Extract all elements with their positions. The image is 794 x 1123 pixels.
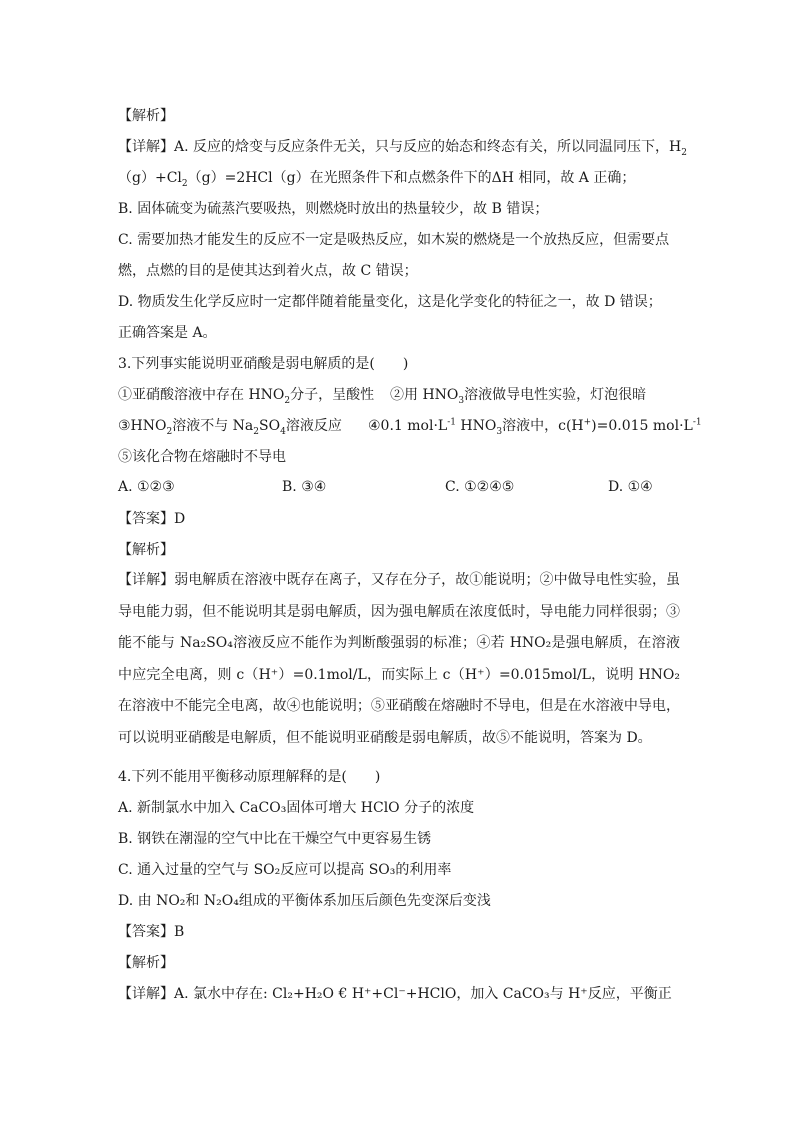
q3-stem: 3.下列事实能说明亚硝酸是弱电解质的是( ) [118, 356, 409, 372]
q2-detail-a-line1: 【详解】A. 反应的焓变与反应条件无关，只与反应的始态和终态有关，所以同温同压下，$H_2$ [118, 139, 687, 158]
q4-detail-explanation: 【详解】A. 氯水中存在: Cl₂+H₂O € H⁺+Cl⁻+HClO，加入 CaCO₃与 H⁺反应，平衡正 [118, 986, 672, 1002]
q2-analysis-label: 【解析】 [118, 108, 174, 124]
q3-statements-3-4 [118, 417, 702, 437]
q3-option-d: D. ①④ [608, 479, 653, 495]
q4-analysis-label: 【解析】 [118, 955, 174, 971]
q3-statement-5: ⑤该化合物在熔融时不导电 [118, 449, 286, 465]
q3-options [118, 479, 678, 499]
q3-detail-explanation: 【详解】弱电解质在溶液中既存在离子，又存在分子，故①能说明；②中做导电性实验，虽导电能力弱，但不能说明其是弱电解质，因为强电解质在浓度低时，导电能力同样很弱；③能不能与 Na₂SO₄溶液反应不能作为判断酸强弱的标准；④若 HNO₂是强电解质，在溶液中应完全电离，则 c（H⁺）=0.1mol/L，而实际上 c（H⁺）=0.015mol/L，说明 HNO₂在溶液中不能完全电离，故④也能说明；⑤亚硝酸在熔融时不导电，但是在水溶液中导电，可以说明亚硝酸是电解质，但不能说明亚硝酸是弱电解质，故⑤不能说明，答案为 D。 [118, 572, 680, 746]
q3-analysis-label: 【解析】 [118, 542, 174, 558]
q2-detail-label: 【详解】 [118, 139, 174, 155]
q4-option-c: C. 通入过量的空气与 SO₂反应可以提高 SO₃的利用率 [118, 862, 452, 878]
q4-option-d: D. 由 NO₂和 N₂O₄组成的平衡体系加压后颜色先变深后变浅 [118, 893, 491, 909]
q3-answer: 【答案】D [118, 511, 186, 527]
q4-answer: 【答案】B [118, 924, 185, 940]
q4-stem: 4.下列不能用平衡移动原理解释的是( ) [118, 769, 381, 785]
q2-correct-answer: 正确答案是 A。 [118, 325, 217, 341]
q3-option-c: C. ①②④⑤ [445, 479, 515, 495]
q3-statement-1: ①亚硝酸溶液中存在 $HNO_2$分子，呈酸性 [118, 387, 375, 406]
q2-option-c-explanation-line1: C. 需要加热才能发生的反应不一定是吸热反应，如木炭的燃烧是一个放热反应，但需要点 [118, 232, 670, 248]
q4-option-b: B. 钢铁在潮湿的空气中比在干燥空气中更容易生锈 [118, 831, 432, 847]
q2-option-c-explanation-line2: 燃，点燃的目的是使其达到着火点，故 C 错误； [118, 263, 418, 279]
q3-statements-1-2 [118, 386, 678, 404]
q2-option-b-explanation: B. 固体硫变为硫蒸汽要吸热，则燃烧时放出的热量较少，故 B 错误； [118, 201, 549, 217]
q3-option-b: B. ③④ [282, 479, 327, 495]
q4-option-a: A. 新制氯水中加入 CaCO₃固体可增大 HClO 分子的浓度 [118, 800, 475, 816]
q2-detail-a-line2: $(g)+Cl_2(g)=2HCl(g)$在光照条件下和点燃条件下的ΔH 相同，故 A 正确； [118, 170, 636, 189]
q3-option-a: A. ①②③ [118, 479, 175, 495]
q3-statement-2: ②用 $HNO_3$溶液做导电性实验，灯泡很暗 [390, 387, 647, 406]
q2-option-d-explanation: D. 物质发生化学反应时一定都伴随着能量变化，这是化学变化的特征之一，故 D 错误； [118, 294, 662, 310]
q3-statement-4: ④0.1 $mol\cdot L^{-1}$ $HNO_3$溶液中，c(H+)=0.015 $mol\cdot L^{-1}$ [368, 417, 702, 437]
q3-statement-3: $③HNO_2$溶液不与 $Na_2SO_4$溶液反应 [118, 418, 342, 437]
